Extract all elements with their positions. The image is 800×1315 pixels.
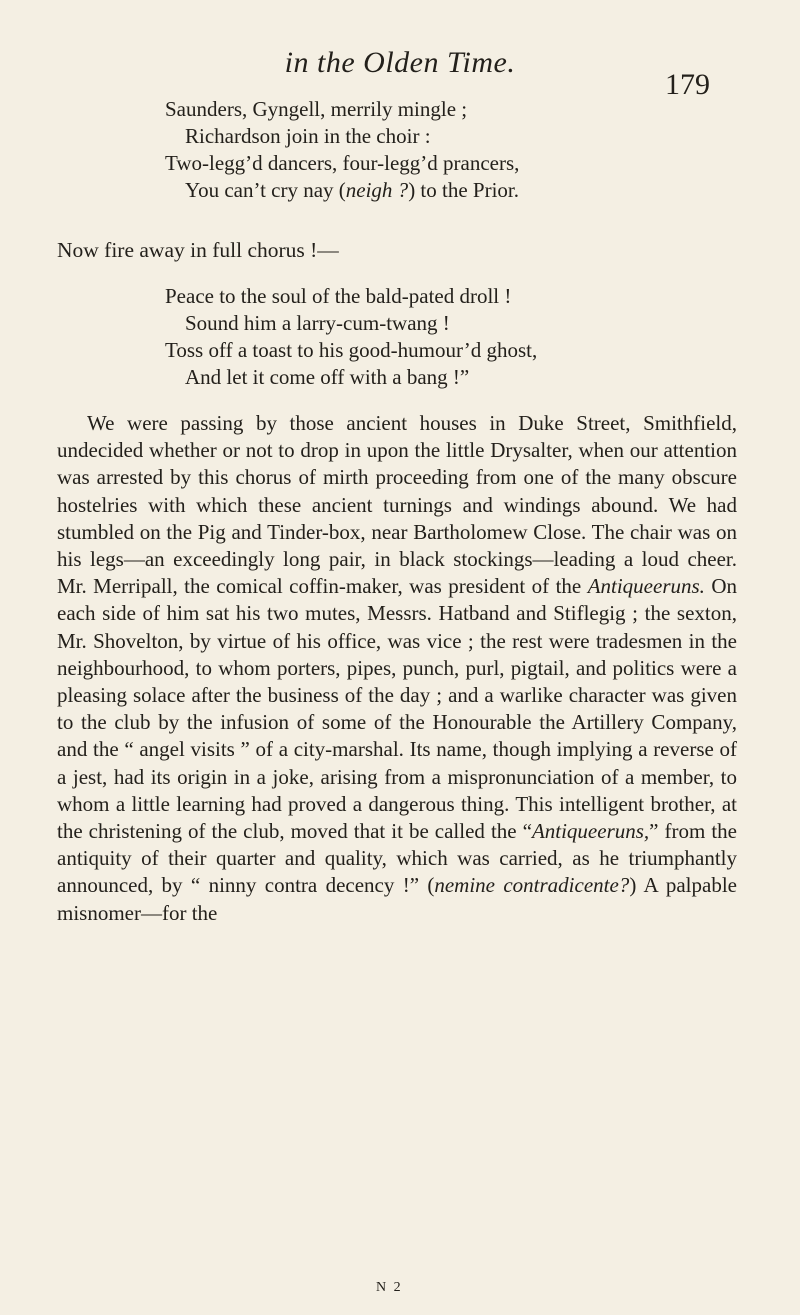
signature-mark: N 2: [376, 1280, 403, 1295]
verse-line: Sound him a larry-cum-twang !: [185, 311, 450, 335]
verse-line: Two-legg’d dancers, four-legg’d prancers,: [165, 151, 520, 175]
paragraph-text: We were passing by those ancient houses in Duke Street, Smithfield, undecided whether or not to drop in upon the little Drysalter, when our attention was arrested by this chorus of mirth proceeding from one of the many obscure hostelries with which these ancient turnings and windings abound. We had stumbled on the Pig and Tinder-box, near Bartholomew Close. The chair was on his legs—an exceedingly long pair, in black stockings—leading a loud cheer. Mr. Merripall, the comical coffin-maker, was president of the: [57, 411, 737, 599]
body-paragraph: [57, 410, 737, 927]
paragraph-text: ) A palpable misnomer—for the: [57, 873, 737, 925]
paragraph-text: ” from the antiquity of their quarter and quality, which was carried, as he triumphantly announced, by “ ninny contra decency !” (: [57, 819, 737, 898]
chorus-intro: Now fire away in full chorus !—: [57, 238, 339, 262]
verse-line: Richardson join in the choir :: [185, 124, 431, 148]
latin-phrase-italic: nemine contradicente?: [434, 873, 630, 898]
running-head: in the Olden Time.: [284, 46, 516, 79]
verse-line: You can’t cry nay (neigh ?) to the Prior.: [185, 178, 520, 202]
verse-line: Toss off a toast to his good-humour’d ghost,: [165, 338, 538, 362]
verse-line: Peace to the soul of the bald-pated droll !: [165, 284, 512, 308]
paragraph-text: On each side of him sat his two mutes, Messrs. Hatband and Stiflegig ; the sexton, Mr. Shovelton, by virtue of his office, was vice ; the rest were tradesmen in the neighbourhood, to whom porters, pipes, punch, purl, pigtail, and politics were a pleasing solace after the business of the day ; and a warlike character was given to the club by the infusion of some of the Honourable the Artillery Company, and the “ angel visits ” of a city-marshal. Its name, though implying a reverse of a jest, had its origin in a joke, arising from a mispronunciation of a member, to whom a little learning had proved a dangerous thing. This intelligent brother, at the christening of the club, moved that it be called the “: [57, 574, 738, 844]
verse-line: Saunders, Gyngell, merrily mingle ;: [165, 97, 468, 121]
club-name-italic: Antiqueeruns,: [531, 819, 650, 844]
club-name-italic: Antiqueeruns.: [587, 574, 705, 599]
page-number: 179: [665, 68, 710, 101]
verse-line: And let it come off with a bang !”: [185, 365, 470, 389]
